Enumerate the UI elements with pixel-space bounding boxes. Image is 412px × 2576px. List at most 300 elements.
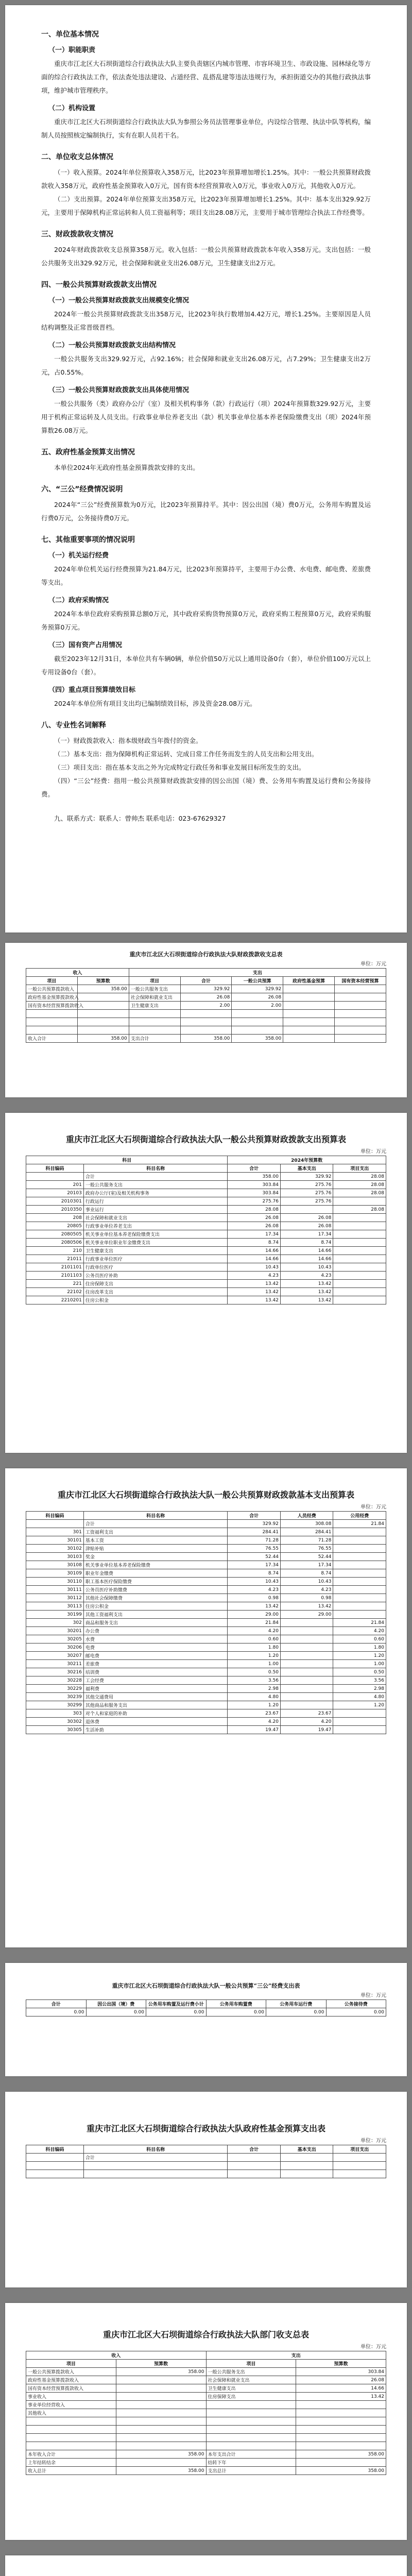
table-cell bbox=[26, 1520, 84, 1528]
table-cell bbox=[333, 1255, 386, 1263]
table-cell bbox=[283, 985, 335, 993]
table-row bbox=[26, 1197, 386, 1206]
table-cell: 76.55 bbox=[228, 1545, 281, 1553]
table-cell bbox=[333, 1272, 386, 1280]
table6-col-header: 项目 bbox=[26, 2360, 116, 2368]
table-cell bbox=[283, 1010, 335, 1018]
table-cell: 10.43 bbox=[228, 1263, 281, 1272]
table5-col-header: 基本支出 bbox=[280, 2145, 333, 2154]
table-cell bbox=[26, 2170, 84, 2178]
table-cell bbox=[333, 1296, 386, 1304]
table-cell bbox=[283, 1002, 335, 1010]
paragraph: （四）“三公”经费：指用一般公共预算财政拨款安排的因公出国（境）费、公务用车购置及运行费和公务接待费。 bbox=[41, 777, 371, 798]
table-row bbox=[26, 1652, 386, 1660]
table-cell bbox=[26, 2442, 116, 2450]
table-cell bbox=[116, 2409, 206, 2417]
table-cell: 事业收入 bbox=[26, 2393, 116, 2401]
section-heading: 五、政府性基金预算支出情况 bbox=[41, 448, 135, 456]
table-cell: 0.00 bbox=[206, 2008, 266, 2016]
table-cell bbox=[333, 1197, 386, 1206]
table-cell: 行政事业单位养老支出 bbox=[83, 1222, 228, 1230]
table-cell: 机关事业单位基本养老保险缴费支出 bbox=[83, 1230, 228, 1239]
table-cell: 19.47 bbox=[228, 1726, 281, 1734]
basic-expenditure-page bbox=[5, 1468, 407, 1947]
table-cell: 合计 bbox=[83, 1520, 228, 1528]
narrative-page bbox=[5, 5, 407, 933]
table-row bbox=[26, 2467, 386, 2475]
table-cell: 23.67 bbox=[280, 1709, 333, 1718]
table-cell: 26.08 bbox=[232, 993, 283, 1002]
table-cell: 19.47 bbox=[280, 1726, 333, 1734]
table-cell: 21.84 bbox=[228, 1619, 281, 1627]
table-cell: 358.00 bbox=[77, 1035, 129, 1043]
table-row bbox=[26, 1263, 386, 1272]
table-cell: 71.28 bbox=[280, 1536, 333, 1545]
table-row bbox=[26, 1520, 386, 1528]
table-cell bbox=[333, 1536, 386, 1545]
table1-head-in: 收入 bbox=[26, 969, 129, 977]
table-cell: 上年结转结余 bbox=[26, 2459, 116, 2467]
table-cell bbox=[280, 1643, 333, 1652]
subsection-heading: （二）政府采购情况 bbox=[48, 597, 109, 604]
table4-col-header: 合计 bbox=[26, 2000, 87, 2008]
table-cell bbox=[335, 985, 386, 993]
table-cell: 30207 bbox=[26, 1652, 84, 1660]
table-cell: 0.50 bbox=[333, 1668, 386, 1676]
table-cell: 8.74 bbox=[280, 1569, 333, 1578]
table-cell bbox=[280, 1635, 333, 1643]
table3-col-header: 公用经费 bbox=[333, 1512, 386, 1520]
table-row bbox=[26, 1619, 386, 1627]
table-cell: 13.42 bbox=[296, 2393, 386, 2401]
table-cell bbox=[333, 1247, 386, 1255]
table-cell: 13.42 bbox=[228, 1296, 281, 1304]
paragraph: 一般公共服务支出329.92万元，占92.16%；社会保障和就业支出26.08万元，占7.29%；卫生健康支出2万元，占0.55%。 bbox=[41, 355, 371, 376]
table-cell: 一般公共预算拨款收入 bbox=[26, 985, 78, 993]
table1 bbox=[26, 968, 386, 1043]
table-cell: 收入合计 bbox=[26, 1035, 78, 1043]
table-cell: 30201 bbox=[26, 1627, 84, 1635]
table-cell bbox=[333, 1545, 386, 1553]
table-cell bbox=[26, 1010, 78, 1018]
table-cell: 10.43 bbox=[280, 1263, 333, 1272]
table-row bbox=[26, 1643, 386, 1652]
table4-title: 重庆市江北区大石坝街道综合行政执法大队一般公共预算“三公”经费支出表 bbox=[112, 1982, 300, 1989]
table-cell: 329.92 bbox=[280, 1173, 333, 1181]
table-cell: 17.34 bbox=[228, 1561, 281, 1569]
paragraph: 一般公共服务（类）政府办公厅（室）及相关机构事务（款）行政运行（项）2024年预算数329.92万元，主要用于机构正常运转及人员支出。行政事业单位养老支出（款）机关事业单位基本养老保险缴费支出（项）2024年预算数26.08万元。 bbox=[41, 400, 371, 434]
table-cell bbox=[180, 1026, 232, 1035]
table-row bbox=[26, 1206, 386, 1214]
subsection-heading: （三）一般公共预算财政拨款支出具体使用情况 bbox=[48, 386, 190, 394]
table-cell bbox=[77, 1018, 129, 1026]
table-cell: 13.42 bbox=[228, 1280, 281, 1288]
table-row bbox=[26, 1602, 386, 1611]
table-cell: 商品和服务支出 bbox=[83, 1619, 228, 1627]
table-cell bbox=[280, 1660, 333, 1668]
table-cell: 2210201 bbox=[26, 1296, 84, 1304]
table-cell: 0.98 bbox=[228, 1594, 281, 1602]
table-cell bbox=[280, 1206, 333, 1214]
section-heading: 二、单位收支总体情况 bbox=[41, 153, 113, 161]
table-row bbox=[26, 2459, 386, 2467]
table2-unit: 单位：万元 bbox=[360, 1149, 386, 1155]
table-cell: 0.98 bbox=[280, 1594, 333, 1602]
table-cell: 0.00 bbox=[86, 2008, 146, 2016]
table-cell: 津贴补贴 bbox=[83, 1545, 228, 1553]
table-cell bbox=[333, 1239, 386, 1247]
table-cell bbox=[116, 2384, 206, 2393]
table5-col-header: 科目名称 bbox=[83, 2145, 228, 2154]
paragraph: 2024年本单位所有项目支出均已编制绩效目标，涉及资金28.08万元。 bbox=[54, 700, 256, 707]
table-cell: 8.74 bbox=[228, 1569, 281, 1578]
table1-title: 重庆市江北区大石坝街道综合行政执法大队财政拨款收支总表 bbox=[129, 951, 283, 958]
table-cell bbox=[335, 1002, 386, 1010]
budget-explanation-text bbox=[5, 5, 407, 823]
table-row bbox=[26, 1545, 386, 1553]
table-cell bbox=[206, 2401, 296, 2409]
table-cell bbox=[333, 1718, 386, 1726]
table-row bbox=[26, 2154, 386, 2162]
three-public-expenses-page bbox=[5, 1963, 407, 2076]
table-row bbox=[26, 2442, 386, 2450]
table-cell: 26.08 bbox=[228, 1222, 281, 1230]
table-row bbox=[26, 1288, 386, 1296]
table-cell bbox=[206, 2426, 296, 2434]
table-cell: 13.42 bbox=[280, 1296, 333, 1304]
table-cell: 275.76 bbox=[228, 1197, 281, 1206]
table-cell: 2080505 bbox=[26, 1230, 84, 1239]
table-row bbox=[26, 1181, 386, 1189]
paragraph: 2024年“三公”经费预算数为0万元，比2023年预算持平。其中：因公出国（境）费0万元，公务用车购置及运行费0万元，公务接待费0万元。 bbox=[41, 501, 371, 522]
table-row bbox=[26, 1255, 386, 1263]
table-row bbox=[26, 1709, 386, 1718]
table-cell: 奖金 bbox=[83, 1553, 228, 1561]
paragraph: 本单位2024年无政府性基金预算拨款安排的支出。 bbox=[54, 464, 199, 471]
table-cell: 3.56 bbox=[228, 1676, 281, 1685]
table-cell: 差旅费 bbox=[83, 1660, 228, 1668]
table-cell bbox=[333, 1280, 386, 1288]
table4-col-header: 公务用车运行费 bbox=[266, 2000, 327, 2008]
table-row bbox=[26, 2401, 386, 2409]
table-cell: 行政单位医疗 bbox=[83, 1263, 228, 1272]
table-cell bbox=[116, 2417, 206, 2426]
paragraph: 重庆市江北区大石坝街道综合行政执法大队主要负责辖区内城市管理、市容环境卫生、市政设施、园林绿化等方面的综合行政执法工作，依法查处违法建设、占道经营、乱搭乱建等违法违规行为，承担街道交办的其他行政执法事项，维护城市管理秩序。 bbox=[41, 60, 371, 94]
table-cell: 退休费 bbox=[83, 1718, 228, 1726]
table-row bbox=[26, 1660, 386, 1668]
table6 bbox=[26, 2351, 386, 2475]
table-cell bbox=[333, 1726, 386, 1734]
table-cell: 卫生健康支出 bbox=[206, 2384, 296, 2393]
table-row bbox=[26, 1214, 386, 1222]
table-cell: 收入总计 bbox=[26, 2467, 116, 2475]
table-cell: 20805 bbox=[26, 1222, 84, 1230]
table-cell: 30109 bbox=[26, 1569, 84, 1578]
table5 bbox=[26, 2145, 386, 2178]
table-cell: 14.66 bbox=[228, 1255, 281, 1263]
table6-head-out: 支出 bbox=[206, 2351, 386, 2360]
table3-col-header: 科目名称 bbox=[83, 1512, 228, 1520]
table-cell: 10.43 bbox=[228, 1578, 281, 1586]
table-cell: 4.20 bbox=[228, 1718, 281, 1726]
paragraph: 2024年一般公共预算财政拨款支出358万元，比2023年执行数增加4.42万元，增长1.25%。主要原因是人员结构调整及正常晋级晋档。 bbox=[41, 310, 371, 331]
table-cell: 住房改革支出 bbox=[83, 1288, 228, 1296]
table-cell: 本年支出合计 bbox=[206, 2450, 296, 2459]
table-cell: 13.42 bbox=[280, 1602, 333, 1611]
table-row bbox=[26, 2417, 386, 2426]
table-cell: 生活补助 bbox=[83, 1726, 228, 1734]
table-cell: 一般公共服务支出 bbox=[206, 2368, 296, 2376]
table-cell bbox=[116, 2442, 206, 2450]
table3-unit: 单位：万元 bbox=[360, 1504, 386, 1510]
table-cell: 26.08 bbox=[280, 1222, 333, 1230]
table-cell: 28.08 bbox=[333, 1206, 386, 1214]
table-cell bbox=[335, 1026, 386, 1035]
table-cell: 1.20 bbox=[333, 1701, 386, 1709]
table-cell bbox=[232, 1026, 283, 1035]
table-cell: 284.41 bbox=[280, 1528, 333, 1536]
table-cell: 合计 bbox=[83, 1173, 228, 1181]
table4-col-header: 因公出国（境）费 bbox=[86, 2000, 146, 2008]
table-cell: 358.00 bbox=[228, 1173, 281, 1181]
table-cell bbox=[333, 1230, 386, 1239]
table-row bbox=[26, 1222, 386, 1230]
table-cell: 26.08 bbox=[180, 993, 232, 1002]
table-cell bbox=[296, 2459, 386, 2467]
table6-col-header: 预算数 bbox=[296, 2360, 386, 2368]
table-cell: 4.80 bbox=[228, 1693, 281, 1701]
table-cell bbox=[335, 1010, 386, 1018]
table-cell bbox=[283, 993, 335, 1002]
paragraph: （一）财政拨款收入：指本级财政当年拨付的资金。 bbox=[54, 737, 202, 744]
table-cell: 公务员医疗补助缴费 bbox=[83, 1586, 228, 1594]
table-row bbox=[26, 1230, 386, 1239]
table-cell bbox=[280, 1627, 333, 1635]
table-cell: 0.00 bbox=[146, 2008, 207, 2016]
table-cell: 政府办公厅(室)及相关机构事务 bbox=[83, 1189, 228, 1197]
table-cell: 卫生健康支出 bbox=[129, 1002, 180, 1010]
table3-col-header: 科目编码 bbox=[26, 1512, 84, 1520]
table-cell bbox=[206, 2409, 296, 2417]
table-cell: 2101101 bbox=[26, 1263, 84, 1272]
table-cell: 30205 bbox=[26, 1635, 84, 1643]
table-cell: 358.00 bbox=[116, 2368, 206, 2376]
table-cell bbox=[333, 1602, 386, 1611]
table-cell bbox=[280, 1619, 333, 1627]
table-cell bbox=[333, 2162, 386, 2170]
table-row bbox=[26, 1693, 386, 1701]
table-row bbox=[26, 1668, 386, 1676]
table-cell bbox=[333, 1263, 386, 1272]
table-cell: 办公费 bbox=[83, 1627, 228, 1635]
table-cell: 4.80 bbox=[333, 1693, 386, 1701]
table-cell bbox=[280, 2162, 333, 2170]
table-cell: 30108 bbox=[26, 1561, 84, 1569]
table-cell: 30102 bbox=[26, 1545, 84, 1553]
table-cell: 4.23 bbox=[280, 1586, 333, 1594]
table-cell bbox=[280, 1676, 333, 1685]
table-cell: 30239 bbox=[26, 1693, 84, 1701]
table-cell bbox=[26, 2434, 116, 2442]
table-cell: 14.66 bbox=[228, 1247, 281, 1255]
table-cell: 社会保障和就业支出 bbox=[129, 993, 180, 1002]
table-cell: 358.00 bbox=[232, 1035, 283, 1043]
table-cell: 358.00 bbox=[116, 2467, 206, 2475]
table-cell bbox=[206, 2417, 296, 2426]
table-cell bbox=[335, 993, 386, 1002]
table-cell: 水费 bbox=[83, 1635, 228, 1643]
table-row bbox=[26, 1239, 386, 1247]
table-cell bbox=[333, 1553, 386, 1561]
table-cell: 275.76 bbox=[280, 1181, 333, 1189]
table-cell: 1.20 bbox=[333, 1652, 386, 1660]
table-cell: 2101103 bbox=[26, 1272, 84, 1280]
table1-col-header: 预算数 bbox=[77, 977, 129, 985]
table-cell: 28.08 bbox=[333, 1181, 386, 1189]
table-cell: 0.50 bbox=[228, 1668, 281, 1676]
table3-title: 重庆市江北区大石坝街道综合行政执法大队一般公共预算财政拨款基本支出预算表 bbox=[57, 1490, 354, 1500]
table-row bbox=[26, 2409, 386, 2417]
table-cell: 住房保障支出 bbox=[83, 1280, 228, 1288]
table-cell bbox=[335, 1018, 386, 1026]
table2-col-header: 科目名称 bbox=[83, 1164, 228, 1173]
table-cell bbox=[333, 1288, 386, 1296]
table-cell bbox=[232, 1010, 283, 1018]
table-cell: 20103 bbox=[26, 1189, 84, 1197]
table-cell: 30199 bbox=[26, 1611, 84, 1619]
table-cell: 76.55 bbox=[280, 1545, 333, 1553]
table-cell: 358.00 bbox=[116, 2450, 206, 2459]
table-cell bbox=[333, 2170, 386, 2178]
table-cell bbox=[335, 1035, 386, 1043]
table-cell: 22102 bbox=[26, 1288, 84, 1296]
table-cell: 302 bbox=[26, 1619, 84, 1627]
table-cell: 工会经费 bbox=[83, 1676, 228, 1685]
table1-col-header: 合计 bbox=[180, 977, 232, 985]
table-cell: 2010301 bbox=[26, 1197, 84, 1206]
subsection-heading: （一）一般公共预算财政拨款支出规模变化情况 bbox=[48, 297, 190, 304]
table-cell bbox=[333, 1594, 386, 1602]
paragraph: （二）支出预算。2024年单位预算支出358万元，比2023年预算增加增长1.25%。其中：基本支出329.92万元，主要用于保障机构正常运转和人员工资福利等；项目支出28.08万元，主要用于城市管理综合执法工作经费等。 bbox=[41, 195, 371, 216]
table-cell: 303.84 bbox=[228, 1189, 281, 1197]
table6-title: 重庆市江北区大石坝街道综合行政执法大队部门收支总表 bbox=[102, 2330, 309, 2340]
table-cell bbox=[296, 2426, 386, 2434]
table-cell: 培训费 bbox=[83, 1668, 228, 1676]
table-row bbox=[26, 1035, 386, 1043]
paragraph: 2024年财政拨款收支总预算358万元。收入包括：一般公共预算财政拨款本年收入358万元。支出包括：一般公共服务支出329.92万元，社会保障和就业支出26.08万元，卫生健康支出2万元。 bbox=[41, 246, 371, 267]
subsection-heading: （二）一般公共预算财政拨款支出结构情况 bbox=[48, 342, 176, 349]
table-cell bbox=[283, 1026, 335, 1035]
table-cell: 14.66 bbox=[296, 2384, 386, 2393]
table-cell: 30299 bbox=[26, 1701, 84, 1709]
paragraph: （一）收入预算。2024年单位预算收入358万元，比2023年预算增加增长1.25%。其中：一般公共预算财政拨款收入358万元，政府性基金预算收入0万元，国有资本经营预算收入0万元，事业收入0万元，其他收入0万元。 bbox=[41, 168, 371, 190]
section-heading: 六、“三公”经费情况说明 bbox=[41, 485, 123, 494]
table-cell: 26.08 bbox=[296, 2376, 386, 2384]
table-cell bbox=[180, 1018, 232, 1026]
table-cell: 301 bbox=[26, 1528, 84, 1536]
table4 bbox=[26, 1999, 386, 2016]
table2-col-header: 项目支出 bbox=[333, 1164, 386, 1173]
table-row bbox=[26, 1586, 386, 1594]
table-cell: 71.28 bbox=[228, 1536, 281, 1545]
table-cell: 14.66 bbox=[280, 1247, 333, 1255]
table-cell: 1.80 bbox=[333, 1643, 386, 1652]
table-cell: 329.92 bbox=[180, 985, 232, 993]
table3-col-header: 合计 bbox=[228, 1512, 281, 1520]
table-cell bbox=[77, 1002, 129, 1010]
table-cell: 1.00 bbox=[333, 1660, 386, 1668]
table-cell: 358.00 bbox=[296, 2450, 386, 2459]
table-cell: 政府性基金预算拨款收入 bbox=[26, 993, 78, 1002]
table-row bbox=[26, 1627, 386, 1635]
table-cell: 275.76 bbox=[280, 1197, 333, 1206]
table-cell: 4.23 bbox=[228, 1586, 281, 1594]
table-cell: 3.56 bbox=[333, 1676, 386, 1685]
table-cell bbox=[333, 1578, 386, 1586]
table-cell: 21011 bbox=[26, 1255, 84, 1263]
table-cell bbox=[206, 2434, 296, 2442]
table-cell: 机关事业单位基本养老保险缴费 bbox=[83, 1561, 228, 1569]
table-row bbox=[26, 1718, 386, 1726]
table-row bbox=[26, 1272, 386, 1280]
gov-fund-page bbox=[5, 2092, 407, 2287]
table-cell: 329.92 bbox=[228, 1520, 281, 1528]
table-cell: 机关事业单位职业年金缴费支出 bbox=[83, 1239, 228, 1247]
table-cell bbox=[333, 1561, 386, 1569]
table-cell: 26.08 bbox=[228, 1214, 281, 1222]
table5-unit: 单位：万元 bbox=[360, 2138, 386, 2144]
table-cell: 52.44 bbox=[280, 1553, 333, 1561]
table-cell: 国有资本经营预算拨款收入 bbox=[26, 2384, 116, 2393]
table-cell: 303.84 bbox=[296, 2368, 386, 2376]
table2-col-header: 科目编码 bbox=[26, 1164, 84, 1173]
table-row bbox=[26, 993, 386, 1002]
table-cell: 30111 bbox=[26, 1586, 84, 1594]
table-cell: 30305 bbox=[26, 1726, 84, 1734]
general-budget-expenditure-page bbox=[5, 1113, 407, 1453]
table-cell: 4.20 bbox=[228, 1627, 281, 1635]
table-row bbox=[26, 1635, 386, 1643]
fiscal-summary-page bbox=[5, 943, 407, 1097]
table-row bbox=[26, 1010, 386, 1018]
dept-income-expenditure-page bbox=[5, 2303, 407, 2540]
table-row bbox=[26, 1569, 386, 1578]
table-cell bbox=[116, 2434, 206, 2442]
table-row bbox=[26, 1247, 386, 1255]
table-cell bbox=[333, 1528, 386, 1536]
table-cell: 住房公积金 bbox=[83, 1602, 228, 1611]
table-cell: 308.08 bbox=[280, 1520, 333, 1528]
table-cell bbox=[280, 1652, 333, 1660]
table-cell: 卫生健康支出 bbox=[83, 1247, 228, 1255]
table-cell bbox=[280, 1668, 333, 1676]
table1-unit: 单位：万元 bbox=[360, 961, 386, 967]
table-row bbox=[26, 1296, 386, 1304]
table-row bbox=[26, 1701, 386, 1709]
table-cell bbox=[26, 1018, 78, 1026]
paragraph: 2024年单位机关运行经费预算为21.84万元，比2023年预算持平，主要用于办公费、水电费、邮电费、差旅费等支出。 bbox=[41, 565, 371, 586]
table-cell bbox=[283, 1018, 335, 1026]
table-cell bbox=[26, 2426, 116, 2434]
table-cell: 30206 bbox=[26, 1643, 84, 1652]
table-cell: 一般公共预算拨款收入 bbox=[26, 2368, 116, 2376]
table6-col-header: 预算数 bbox=[116, 2360, 206, 2368]
table-cell: 0.60 bbox=[228, 1635, 281, 1643]
table-cell: 政府性基金预算拨款收入 bbox=[26, 2376, 116, 2384]
table-cell: 合计 bbox=[83, 2154, 228, 2162]
table-cell: 30211 bbox=[26, 1660, 84, 1668]
table-cell: 其他工资福利支出 bbox=[83, 1611, 228, 1619]
